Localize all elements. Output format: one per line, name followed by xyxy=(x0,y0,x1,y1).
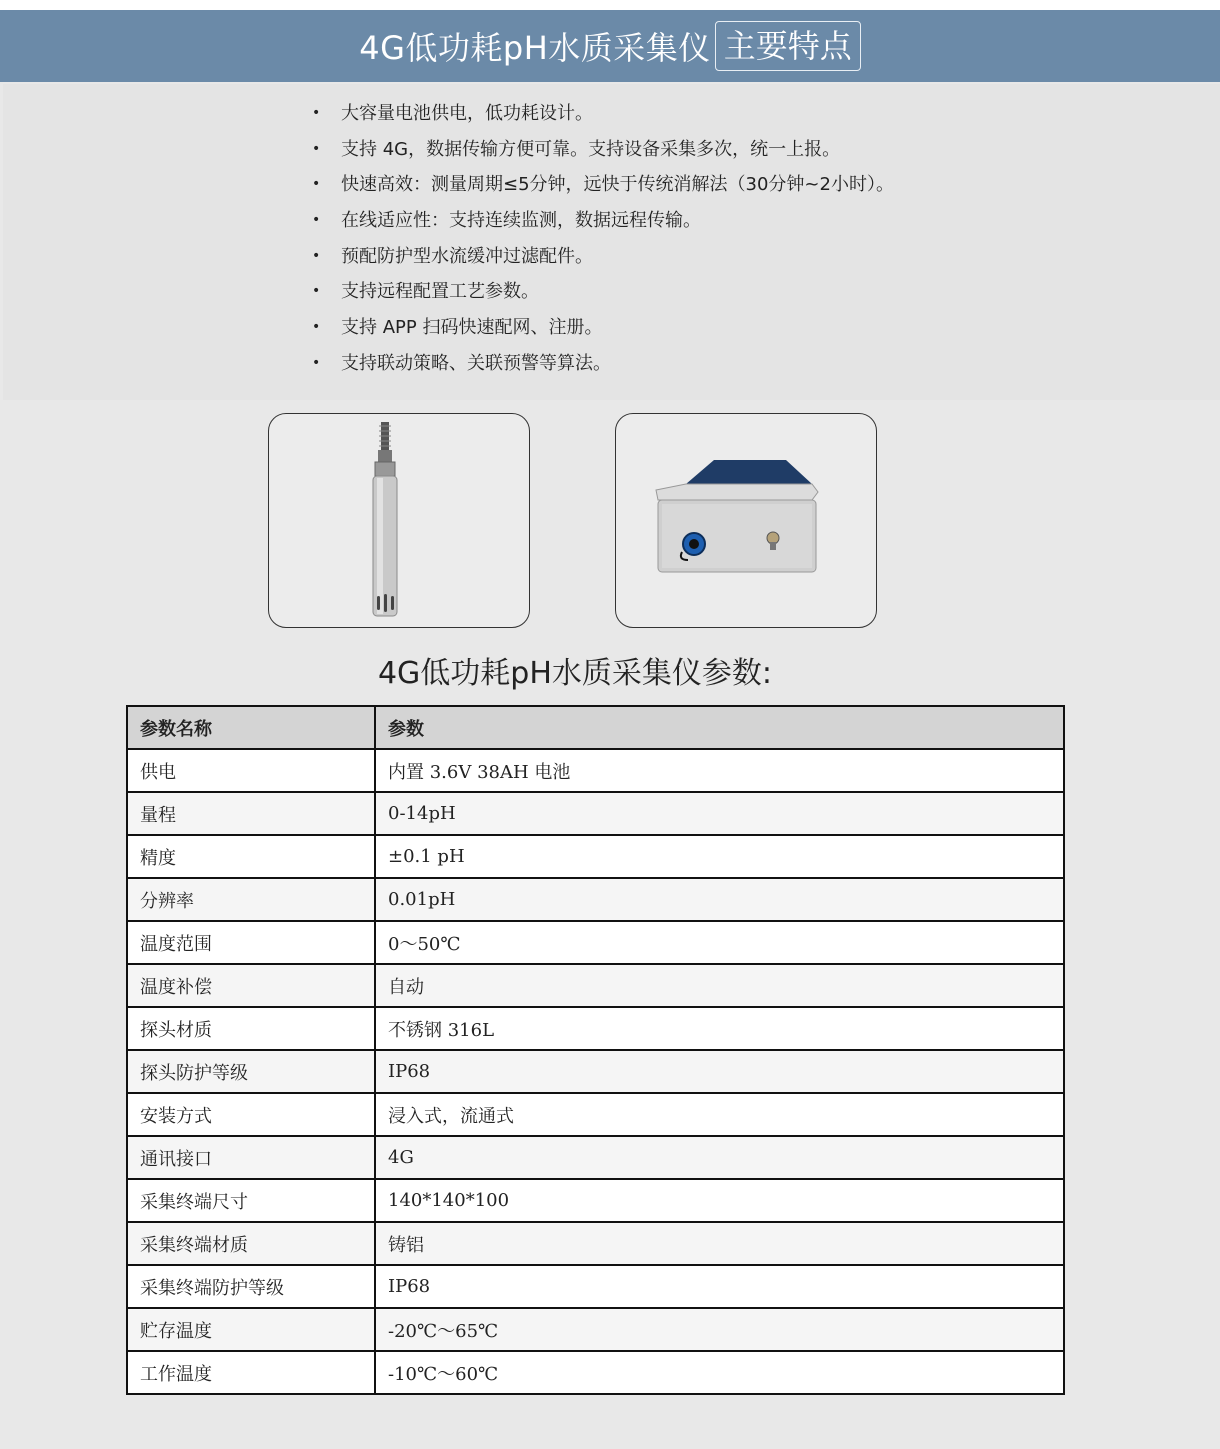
collector-terminal-image xyxy=(616,414,876,627)
header-banner xyxy=(0,10,1220,82)
params-title: 4G低功耗pH水质采集仪参数: xyxy=(377,656,773,691)
param-name: 安装方式 xyxy=(127,1093,375,1136)
param-value: 0-14pH xyxy=(375,792,1064,835)
bullet-icon: • xyxy=(312,247,321,264)
table-row xyxy=(127,1265,1064,1308)
table-row xyxy=(127,921,1064,964)
table-row xyxy=(127,1093,1064,1136)
feature-text: 大容量电池供电，低功耗设计。 xyxy=(341,103,593,124)
table-row xyxy=(127,1007,1064,1050)
feature-item xyxy=(308,98,894,134)
table-row xyxy=(127,964,1064,1007)
bullet-icon: • xyxy=(312,176,321,193)
param-value: 浸入式，流通式 xyxy=(375,1093,1064,1136)
param-name: 探头材质 xyxy=(127,1007,375,1050)
param-value: IP68 xyxy=(375,1050,1064,1093)
bullet-icon: • xyxy=(312,319,321,336)
table-row xyxy=(127,792,1064,835)
param-value: 140*140*100 xyxy=(375,1179,1064,1222)
feature-item xyxy=(308,205,894,241)
header-title: 4G低功耗pH水质采集仪 xyxy=(359,29,711,67)
feature-text: 预配防护型水流缓冲过滤配件。 xyxy=(341,245,593,267)
feature-text: 支持 4G，数据传输方便可靠。支持设备采集多次，统一上报。 xyxy=(341,138,841,160)
feature-item xyxy=(308,134,894,170)
feature-text: 支持 APP 扫码快速配网、注册。 xyxy=(341,317,603,339)
param-name: 采集终端材质 xyxy=(127,1222,375,1265)
param-name: 温度范围 xyxy=(127,921,375,964)
param-value: 4G xyxy=(375,1136,1064,1179)
feature-item xyxy=(308,241,894,277)
header-badge: 主要特点 xyxy=(715,21,861,71)
param-name: 通讯接口 xyxy=(127,1136,375,1179)
param-name: 贮存温度 xyxy=(127,1308,375,1351)
param-name: 量程 xyxy=(127,792,375,835)
param-value: 内置 3.6V 38AH 电池 xyxy=(375,749,1064,792)
feature-text: 支持远程配置工艺参数。 xyxy=(341,281,539,303)
bullet-icon: • xyxy=(312,105,321,121)
features-list xyxy=(308,98,894,384)
param-name: 探头防护等级 xyxy=(127,1050,375,1093)
column-header: 参数名称 xyxy=(127,706,375,749)
feature-text: 支持联动策略、关联预警等算法。 xyxy=(341,352,611,374)
bullet-icon: • xyxy=(312,354,321,371)
feature-text: 在线适应性：支持连续监测，数据远程传输。 xyxy=(341,210,701,232)
table-row xyxy=(127,1351,1064,1394)
feature-text: 快速高效：测量周期≤5分钟，远快于传统消解法（30分钟~2小时）。 xyxy=(341,174,894,196)
bullet-icon: • xyxy=(312,283,321,300)
param-value: ±0.1 pH xyxy=(375,835,1064,878)
param-name: 采集终端防护等级 xyxy=(127,1265,375,1308)
param-value: -20℃～65℃ xyxy=(375,1308,1064,1351)
top-gap xyxy=(0,0,1220,10)
param-value: 铸铝 xyxy=(375,1222,1064,1265)
param-name: 温度补偿 xyxy=(127,964,375,1007)
box-image-card xyxy=(615,413,877,628)
param-value: -10℃～60℃ xyxy=(375,1351,1064,1394)
table-row xyxy=(127,749,1064,792)
table-row xyxy=(127,1308,1064,1351)
bullet-icon: • xyxy=(312,140,321,157)
param-name: 分辨率 xyxy=(127,878,375,921)
param-name: 精度 xyxy=(127,835,375,878)
table-row xyxy=(127,1179,1064,1222)
param-value: IP68 xyxy=(375,1265,1064,1308)
feature-item xyxy=(308,312,894,348)
param-name: 工作温度 xyxy=(127,1351,375,1394)
ph-probe-image xyxy=(269,414,529,627)
param-value: 0～50℃ xyxy=(375,921,1064,964)
table-row xyxy=(127,1050,1064,1093)
param-value: 自动 xyxy=(375,964,1064,1007)
table-header-row xyxy=(127,706,1064,749)
bullet-icon: • xyxy=(312,212,321,229)
table-row xyxy=(127,1222,1064,1265)
feature-item xyxy=(308,276,894,312)
column-header: 参数 xyxy=(375,706,1064,749)
param-name: 供电 xyxy=(127,749,375,792)
table-row xyxy=(127,878,1064,921)
param-value: 不锈钢 316L xyxy=(375,1007,1064,1050)
param-name: 采集终端尺寸 xyxy=(127,1179,375,1222)
probe-image-card xyxy=(268,413,530,628)
params-table xyxy=(126,705,1065,1395)
feature-item xyxy=(308,169,894,205)
param-value: 0.01pH xyxy=(375,878,1064,921)
table-row xyxy=(127,835,1064,878)
features-section xyxy=(3,84,1220,400)
feature-item xyxy=(308,348,894,384)
table-row xyxy=(127,1136,1064,1179)
